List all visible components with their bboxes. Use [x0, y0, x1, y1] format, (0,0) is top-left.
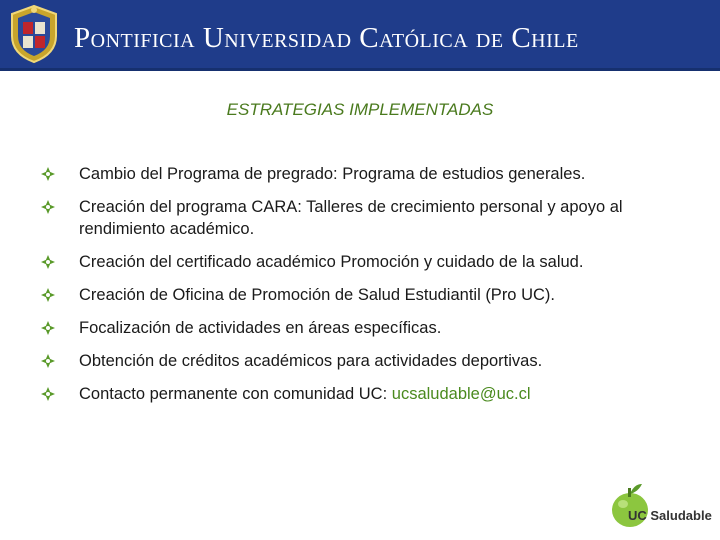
header-banner [0, 0, 720, 71]
university-name: Pontificia Universidad Católica de Chile [74, 22, 579, 54]
diamond-bullet-icon [40, 254, 56, 270]
diamond-bullet-icon [40, 199, 56, 215]
email-link[interactable]: ucsaludable@uc.cl [391, 385, 531, 403]
uc-saludable-logo [606, 480, 716, 532]
list-item [40, 350, 690, 372]
list-item [40, 163, 690, 185]
diamond-bullet-icon [40, 287, 56, 303]
bullet-text: Creación del programa CARA: Talleres de crecimiento personal y apoyo al rendimiento académico. [79, 198, 623, 238]
logo-text: UC Saludable [628, 508, 712, 523]
bullet-text: Obtención de créditos académicos para actividades deportivas. [79, 352, 543, 370]
list-item [40, 317, 690, 339]
bullet-text: Cambio del Programa de pregrado: Programa de estudios generales. [79, 165, 586, 183]
bullet-text: Creación del certificado académico Promoción y cuidado de la salud. [79, 253, 584, 271]
university-crest-icon [8, 4, 60, 64]
bullet-text: Focalización de actividades en áreas específicas. [79, 319, 442, 337]
diamond-bullet-icon [40, 386, 56, 402]
list-item [40, 284, 690, 306]
apple-logo-icon [606, 480, 654, 532]
list-item [40, 196, 690, 240]
list-item [40, 251, 690, 273]
slide-title: ESTRATEGIAS IMPLEMENTADAS [226, 100, 494, 119]
bullet-text: Creación de Oficina de Promoción de Salud Estudiantil (Pro UC). [79, 286, 555, 304]
diamond-bullet-icon [40, 320, 56, 336]
bullet-list [40, 163, 690, 416]
list-item [40, 383, 690, 405]
diamond-bullet-icon [40, 166, 56, 182]
bullet-text: Contacto permanente con comunidad UC: [79, 385, 392, 403]
diamond-bullet-icon [40, 353, 56, 369]
